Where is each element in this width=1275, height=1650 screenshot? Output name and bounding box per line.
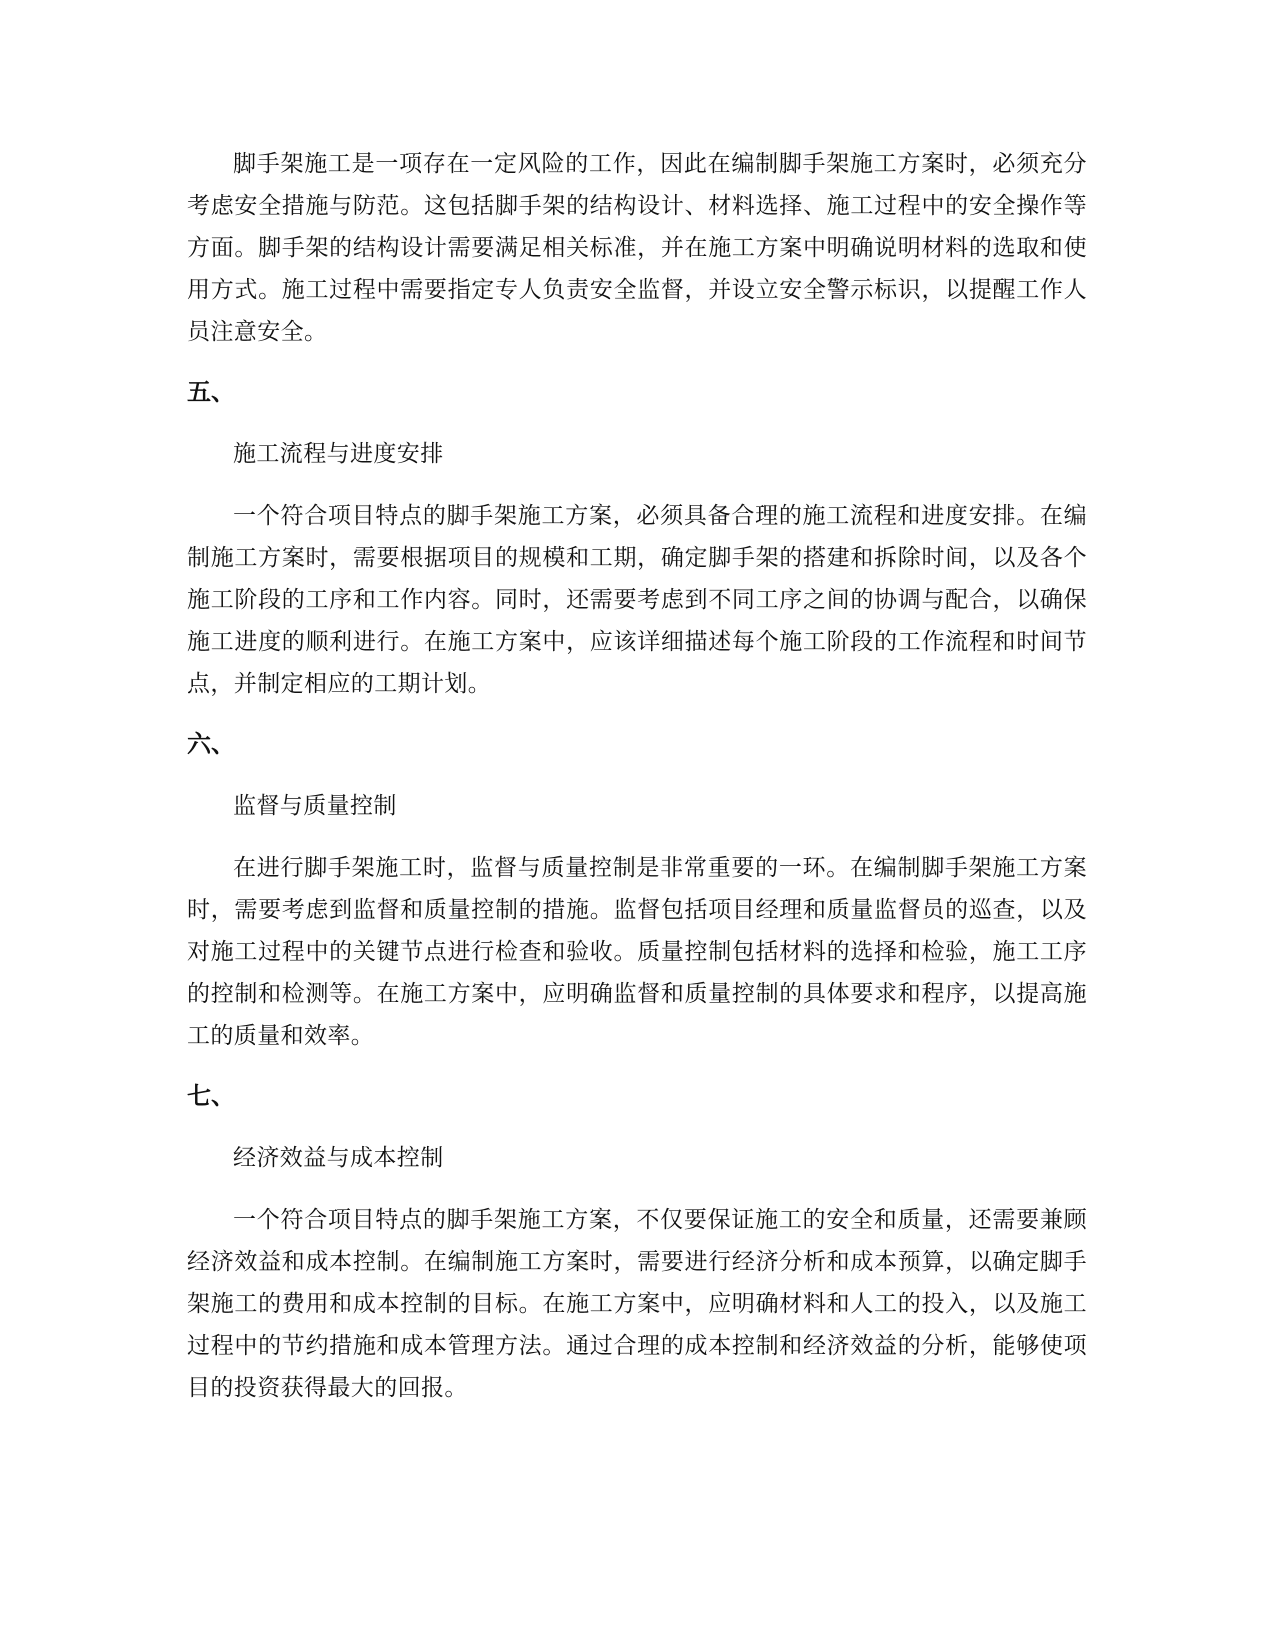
section-title-7: 经济效益与成本控制: [233, 1145, 444, 1171]
section-number-7: 七、: [187, 1082, 235, 1110]
section-body-5: 一个符合项目特点的脚手架施工方案，必须具备合理的施工流程和进度安排。在编制施工方案时，需要根据项目的规模和工期，确定脚手架的搭建和拆除时间，以及各个施工阶段的工序和工作内容。同时，还需要考虑到不同工序之间的协调与配合，以确保施工进度的顺利进行。在施工方案中，应该详细描述每个施工阶段的工作流程和时间节点，并制定相应的工期计划。: [187, 503, 1087, 697]
section-number-5: 五、: [187, 378, 235, 406]
section-body-6: 在进行脚手架施工时，监督与质量控制是非常重要的一环。在编制脚手架施工方案时，需要考虑到监督和质量控制的措施。监督包括项目经理和质量监督员的巡查，以及对施工过程中的关键节点进行检查和验收。质量控制包括材料的选择和检验，施工工序的控制和检测等。在施工方案中，应明确监督和质量控制的具体要求和程序，以提高施工的质量和效率。: [187, 855, 1087, 1049]
intro-paragraph: 脚手架施工是一项存在一定风险的工作，因此在编制脚手架施工方案时，必须充分考虑安全措施与防范。这包括脚手架的结构设计、材料选择、施工过程中的安全操作等方面。脚手架的结构设计需要满足相关标准，并在施工方案中明确说明材料的选取和使用方式。施工过程中需要指定专人负责安全监督，并设立安全警示标识，以提醒工作人员注意安全。: [187, 151, 1087, 345]
section-body-7: 一个符合项目特点的脚手架施工方案，不仅要保证施工的安全和质量，还需要兼顾经济效益和成本控制。在编制施工方案时，需要进行经济分析和成本预算，以确定脚手架施工的费用和成本控制的目标。在施工方案中，应明确材料和人工的投入，以及施工过程中的节约措施和成本管理方法。通过合理的成本控制和经济效益的分析，能够使项目的投资获得最大的回报。: [187, 1207, 1087, 1401]
section-number-6: 六、: [187, 730, 235, 758]
section-title-5: 施工流程与进度安排: [233, 441, 444, 467]
section-title-6: 监督与质量控制: [233, 793, 397, 819]
document-body: [187, 143, 1087, 1409]
